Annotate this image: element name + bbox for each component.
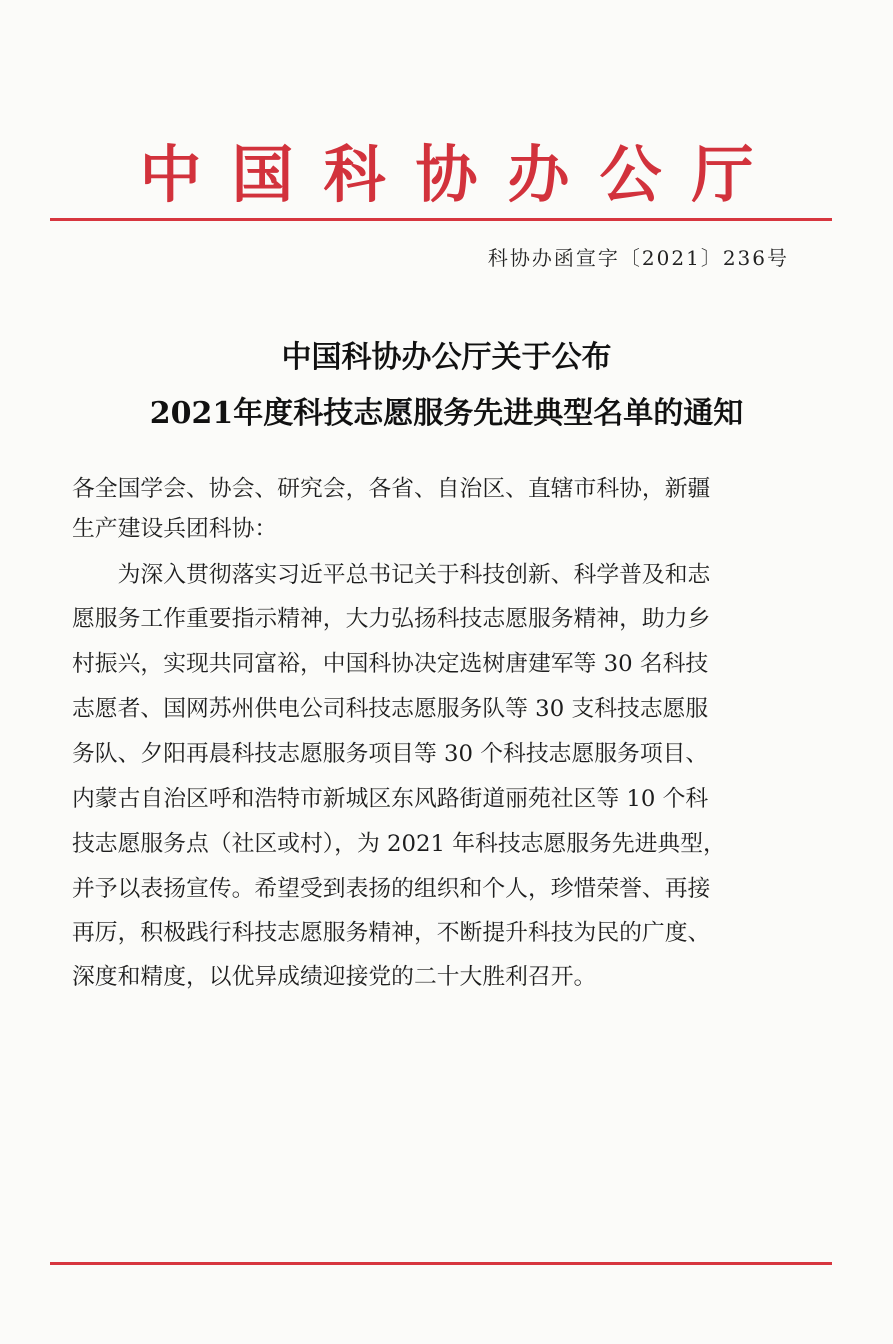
body-line: 志愿者、国网苏州供电公司科技志愿服务队等 30 支科技志愿服 <box>72 696 709 722</box>
body-line: 深度和精度，以优异成绩迎接党的二十大胜利召开。 <box>72 964 597 990</box>
document-number: 科协办函宣字〔2021〕236号 <box>487 246 789 270</box>
body-line: 并予以表扬宣传。希望受到表扬的组织和个人，珍惜荣誉、再接 <box>72 876 711 902</box>
notice-title-line-2: 2021年度科技志愿服务先进典型名单的通知 <box>149 396 744 431</box>
body-line: 为深入贯彻落实习近平总书记关于科技创新、科学普及和志 <box>72 562 711 588</box>
body-line: 内蒙古自治区呼和浩特市新城区东风路街道丽苑社区等 10 个科 <box>72 786 709 812</box>
footer-divider-rule <box>50 1262 832 1265</box>
organization-header: 中国科协办公厅 <box>139 138 784 211</box>
body-line: 村振兴，实现共同富裕，中国科协决定选树唐建军等 30 名科技 <box>72 651 709 677</box>
body-line: 再厉，积极践行科技志愿服务精神，不断提升科技为民的广度、 <box>72 920 711 946</box>
body-line: 各全国学会、协会、研究会，各省、自治区、直辖市科协，新疆 <box>72 476 711 502</box>
header-divider-rule <box>50 218 832 221</box>
notice-title-line-1: 中国科协办公厅关于公布 <box>281 340 612 375</box>
body-line: 技志愿服务点（社区或村），为 2021 年科技志愿服务先进典型， <box>72 831 726 857</box>
body-line: 务队、夕阳再晨科技志愿服务项目等 30 个科技志愿服务项目、 <box>72 741 709 767</box>
body-line: 生产建设兵团科协： <box>72 516 278 542</box>
body-line: 愿服务工作重要指示精神，大力弘扬科技志愿服务精神，助力乡 <box>72 606 711 632</box>
